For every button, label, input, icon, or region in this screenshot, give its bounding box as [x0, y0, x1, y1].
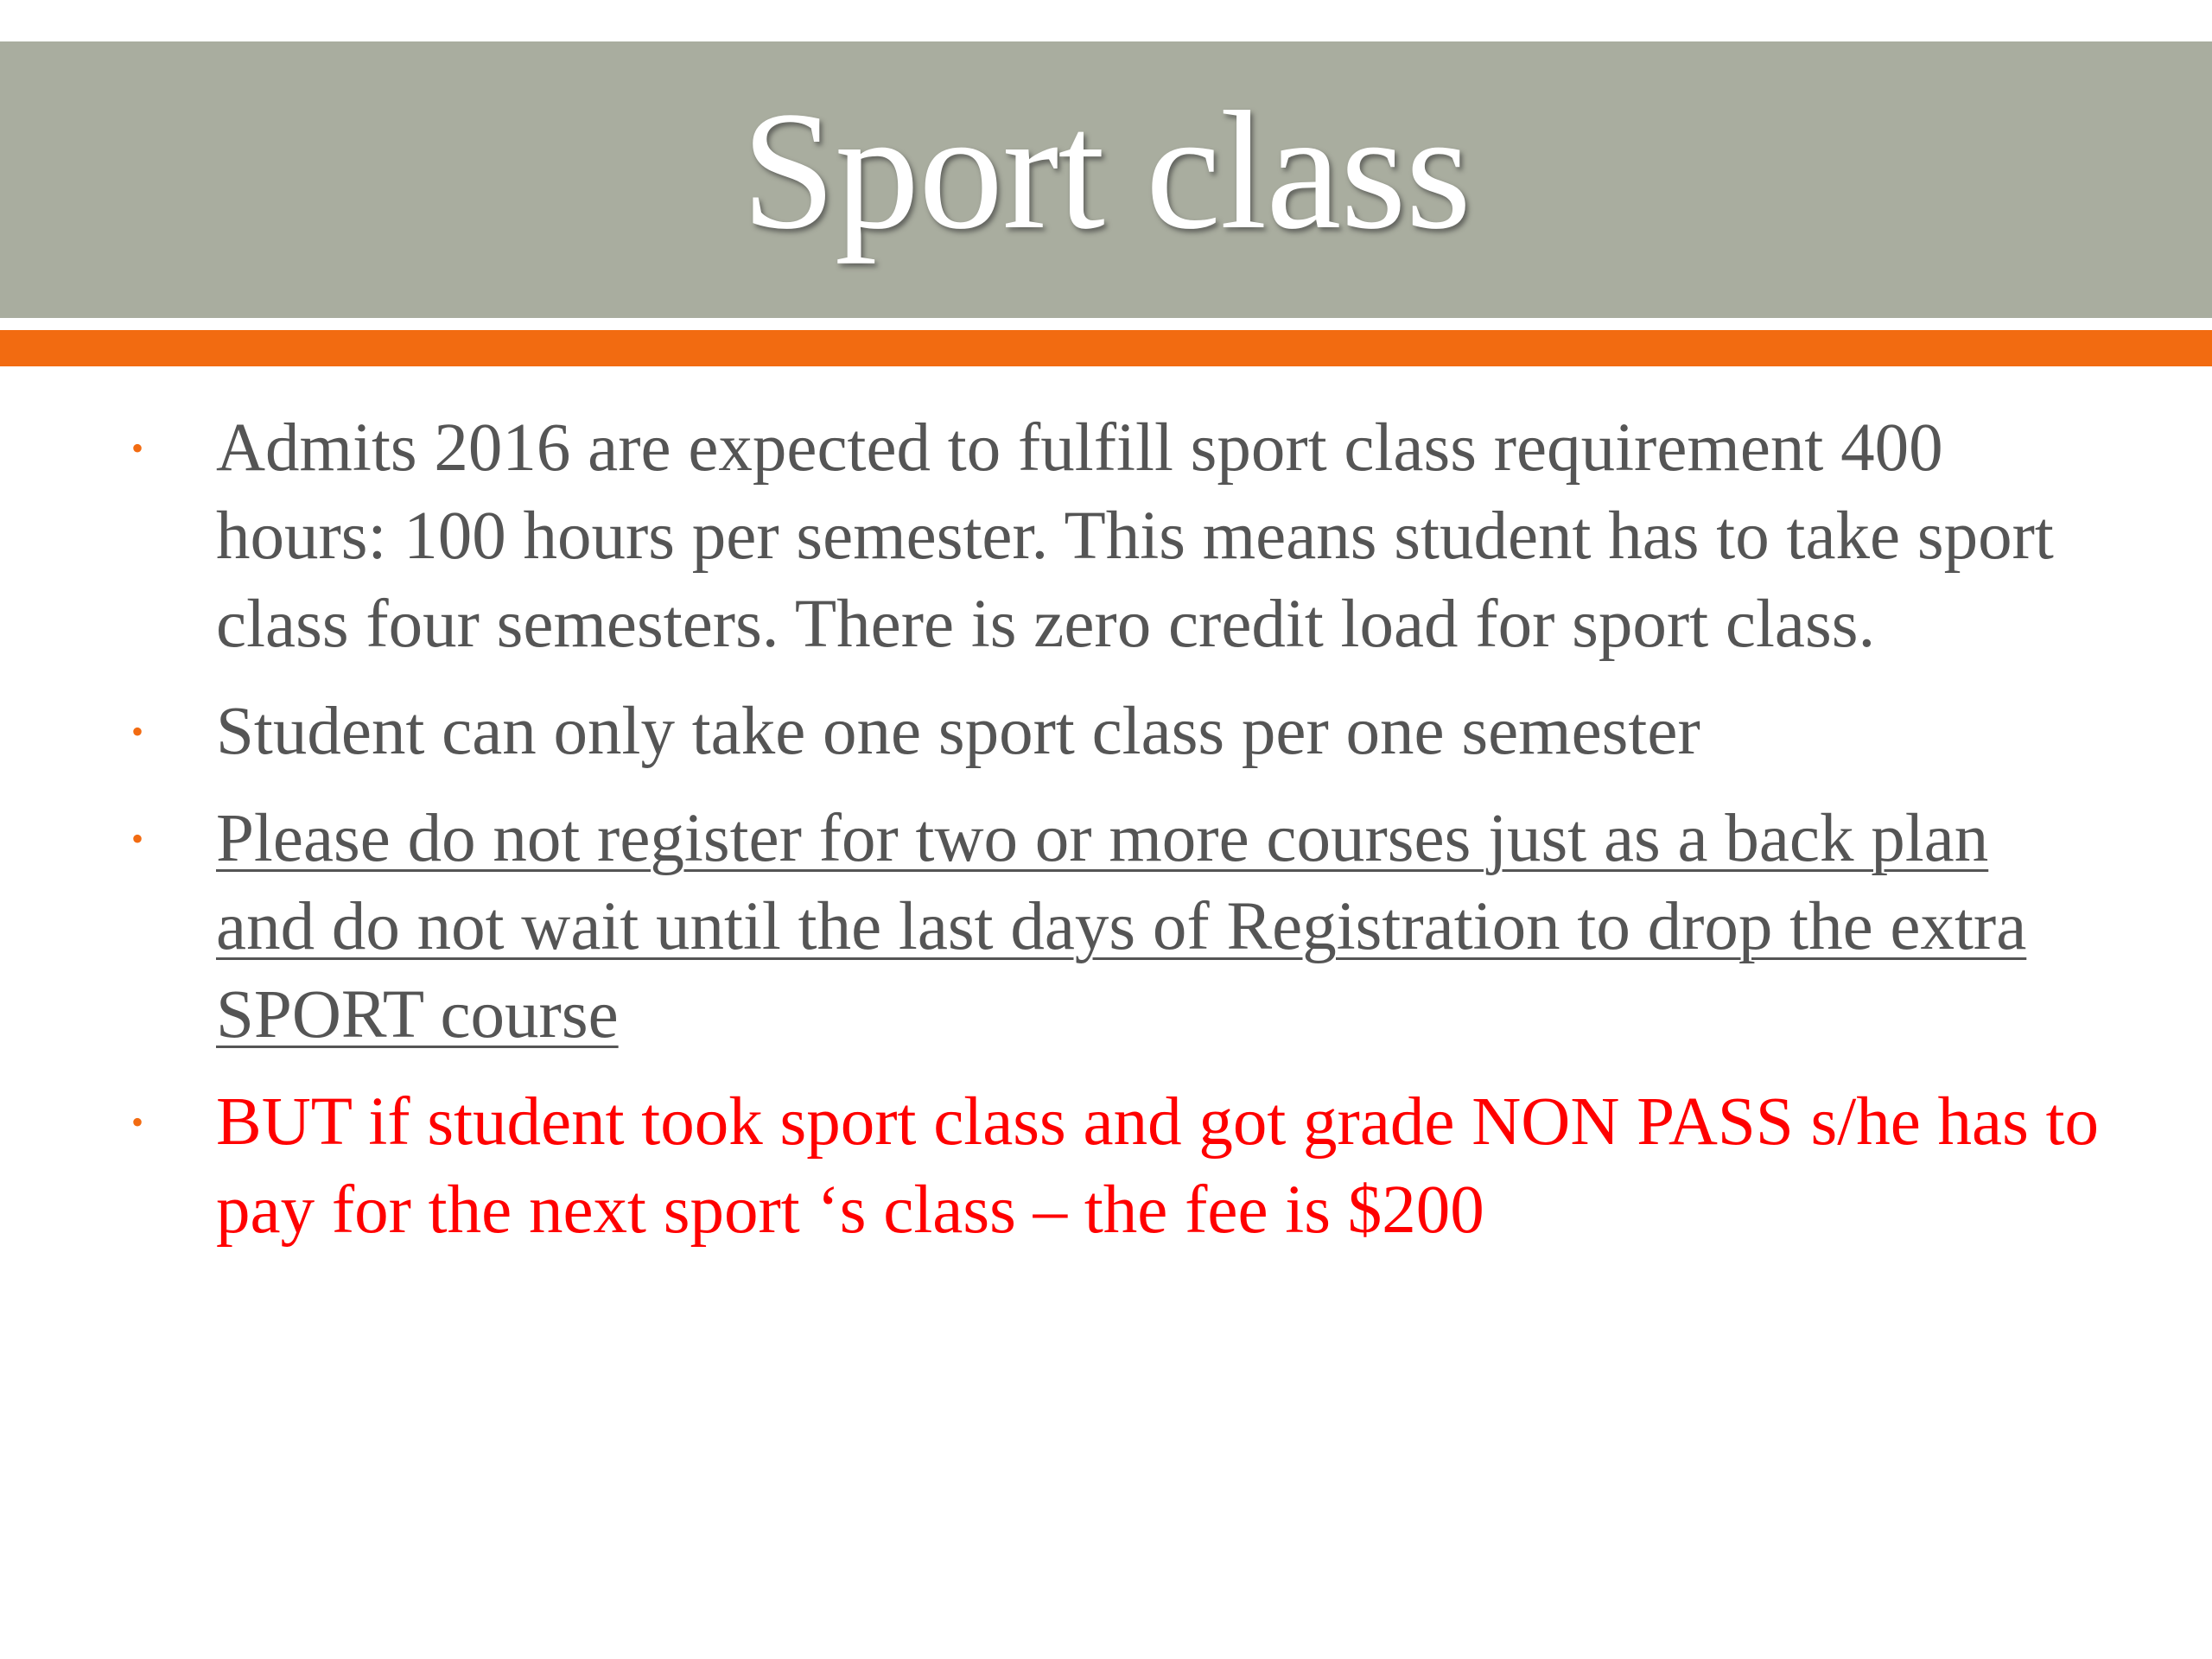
bullet-item-fee-alert	[130, 1078, 2100, 1255]
bullet-dot-icon: •	[131, 819, 144, 858]
slide-title: Sport class	[741, 77, 1471, 264]
title-band	[0, 41, 2212, 318]
bullet-text: Admits 2016 are expected to fulfill sport class requirement 400 hours: 100 hours per semester. This means student has to take sport class four semesters. There is zero credit load for sport class.	[216, 410, 2054, 662]
bullet-dot-icon: •	[131, 1103, 144, 1141]
bullet-list	[130, 404, 2100, 1274]
bullet-dot-icon: •	[131, 712, 144, 751]
bullet-item-registration-warning	[130, 795, 2100, 1059]
bullet-item-one-class	[130, 688, 2100, 776]
bullet-item-requirement	[130, 404, 2100, 669]
bullet-dot-icon: •	[131, 429, 144, 467]
accent-divider	[0, 330, 2212, 366]
bullet-text: Student can only take one sport class per one semester	[216, 694, 1700, 769]
bullet-text: Please do not register for two or more courses just as a back plan and do not wait until the last days of Registration to drop the extra SPORT course	[216, 801, 2027, 1052]
bullet-text: BUT if student took sport class and got grade NON PASS s/he has to pay for the next sport ‘s class – the fee is $200	[216, 1084, 2100, 1248]
